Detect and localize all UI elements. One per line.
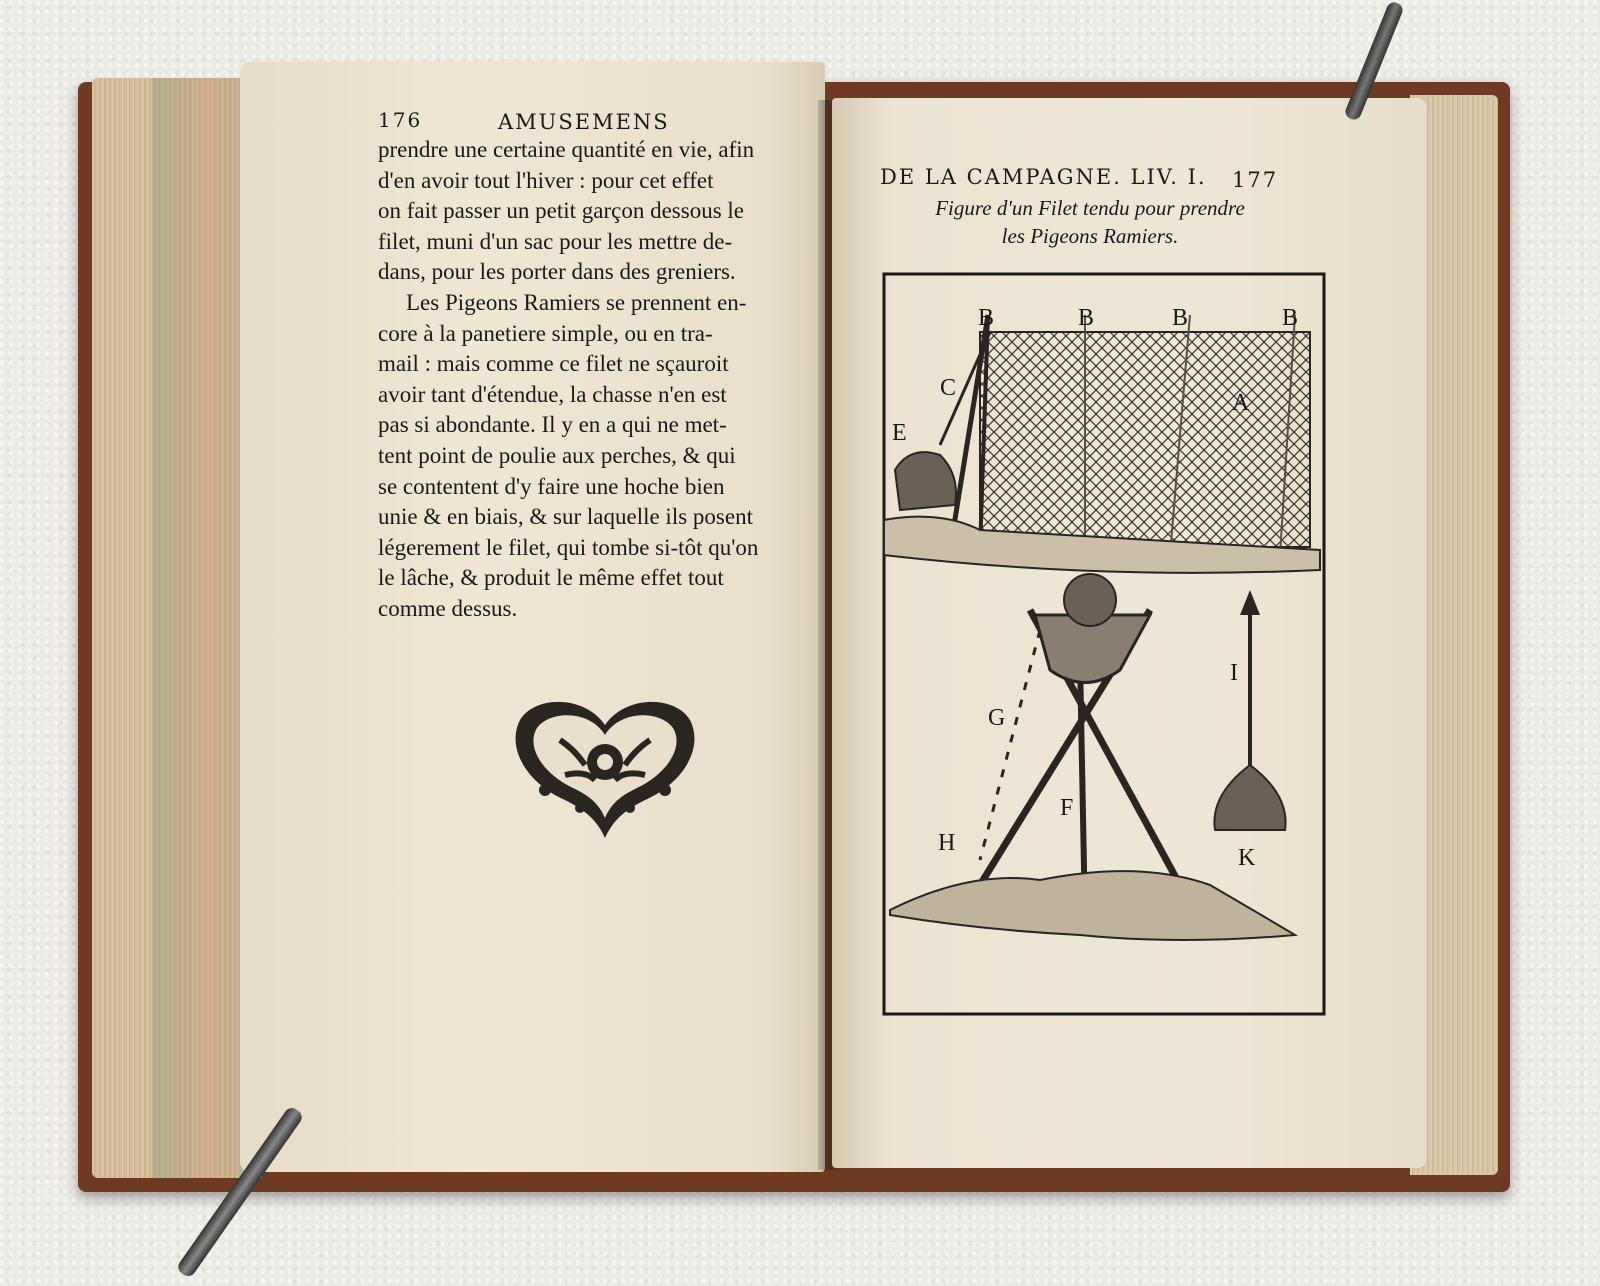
- text-line: tent point de poulie aux perches, & qui: [378, 442, 736, 468]
- text-line: filet, muni d'un sac pour les mettre de-: [378, 228, 733, 254]
- figure-label: B: [1078, 305, 1095, 331]
- figure-label: H: [938, 830, 956, 856]
- figure-label: K: [1238, 845, 1256, 871]
- figure-label: B: [978, 305, 995, 331]
- text-line: avoir tant d'étendue, la chasse n'en est: [378, 381, 727, 407]
- woodcut-figure: [880, 270, 1340, 1025]
- figure-label: G: [988, 705, 1006, 731]
- text-line: légerement le filet, qui tombe si-tôt qu'on: [378, 534, 759, 560]
- text-line: pas si abondante. Il y en a qui ne met-: [378, 412, 727, 438]
- caption-line: les Pigeons Ramiers.: [1001, 224, 1179, 248]
- text-line: comme dessus.: [378, 595, 518, 621]
- text-line: dans, pour les porter dans des greniers.: [378, 259, 736, 285]
- right-running-head: DE LA CAMPAGNE. LIV. I.: [880, 165, 1207, 189]
- figure-label: F: [1060, 795, 1074, 821]
- left-running-head: AMUSEMENS: [498, 110, 670, 134]
- left-page-text: [378, 135, 810, 625]
- figure-label: E: [892, 420, 907, 446]
- figure-label: B: [1172, 305, 1189, 331]
- text-line: core à la panetiere simple, ou en tra-: [378, 320, 713, 346]
- net-mesh: [980, 332, 1310, 547]
- text-line: Les Pigeons Ramiers se prennent en-: [406, 289, 747, 315]
- figure-label: C: [940, 375, 957, 401]
- text-line: unie & en biais, & sur laquelle ils posent: [378, 504, 753, 530]
- figure-label: A: [1232, 390, 1250, 416]
- left-page-number: 176: [378, 108, 423, 132]
- text-line: d'en avoir tout l'hiver : pour cet effet: [378, 167, 714, 193]
- figure-label: B: [1282, 305, 1299, 331]
- text-line: le lâche, & produit le même effet tout: [378, 565, 724, 591]
- text-line: mail : mais comme ce filet ne sçauroit: [378, 351, 729, 377]
- figure-caption: [900, 194, 1280, 250]
- text-line: se contentent d'y faire une hoche bien: [378, 473, 725, 499]
- right-page-number: 177: [1232, 168, 1279, 192]
- fleuron-ornament-icon: [505, 690, 705, 840]
- text-line: on fait passer un petit garçon dessous le: [378, 198, 744, 224]
- caption-line: Figure d'un Filet tendu pour prendre: [935, 196, 1245, 220]
- text-line: prendre une certaine quantité en vie, afin: [378, 137, 755, 162]
- figure-label: I: [1230, 660, 1238, 686]
- left-page-edges: [92, 78, 262, 1178]
